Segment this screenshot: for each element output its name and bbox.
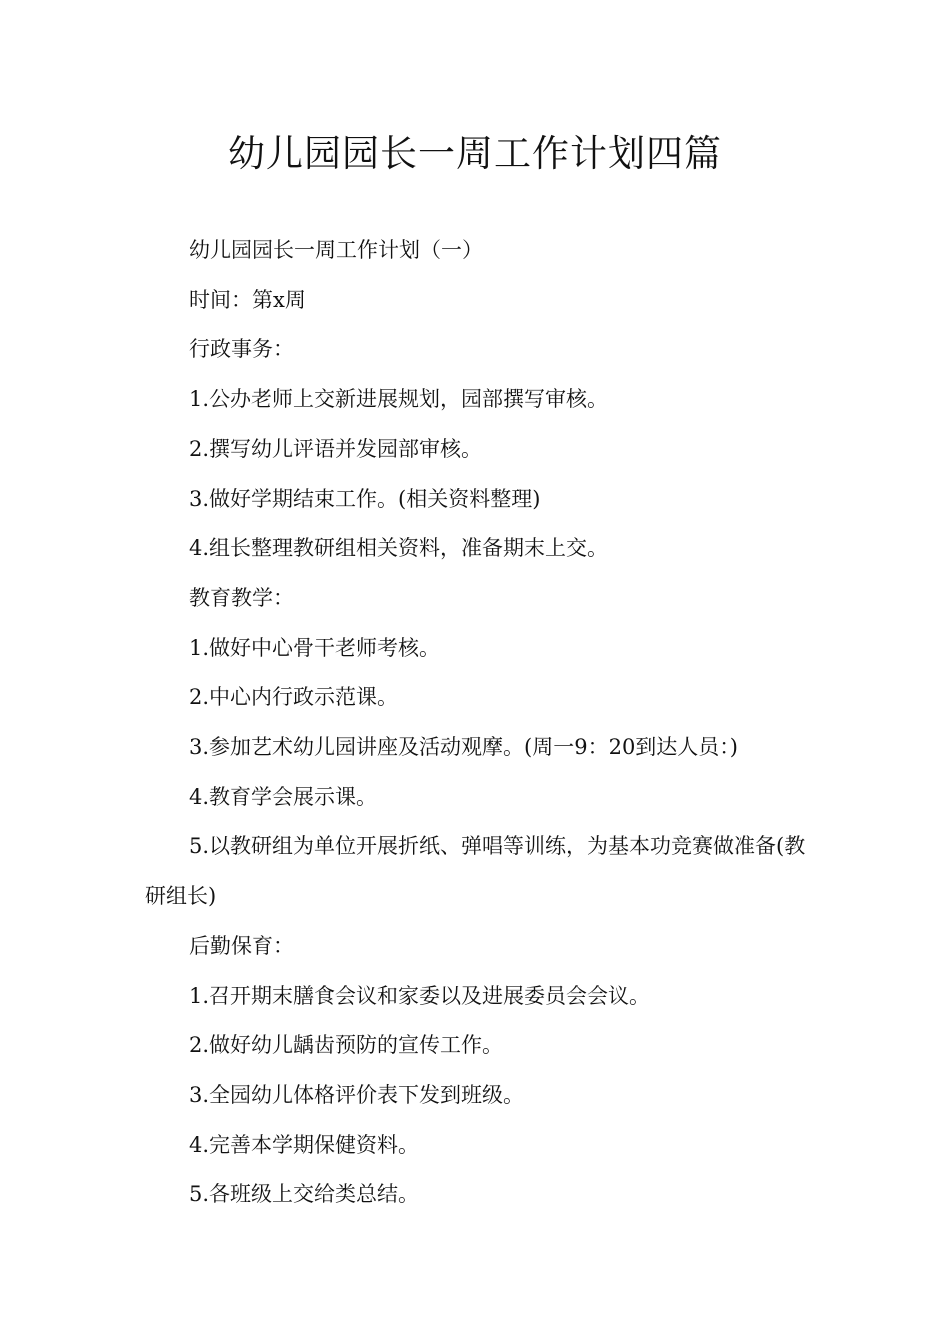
list-item: 5.以教研组为单位开展折纸、弹唱等训练，为基本功竞赛做准备(教研组长) [145, 834, 806, 909]
list-item: 4.组长整理教研组相关资料，准备期末上交。 [189, 536, 609, 561]
section-heading: 幼儿园园长一周工作计划（一） [189, 238, 483, 262]
list-item: 2.做好幼儿龋齿预防的宣传工作。 [189, 1033, 504, 1058]
list-item: 2.中心内行政示范课。 [189, 685, 399, 710]
category-heading-logistics: 后勤保育： [189, 933, 294, 958]
time-line: 时间：第x周 [189, 287, 306, 312]
document-title: 幼儿园园长一周工作计划四篇 [228, 132, 722, 175]
list-item: 3.做好学期结束工作。(相关资料整理) [189, 486, 541, 511]
document-body [145, 226, 810, 1220]
list-item: 3.全园幼儿体格评价表下发到班级。 [189, 1082, 525, 1107]
category-heading-teaching: 教育教学： [189, 585, 294, 610]
list-item: 4.完善本学期保健资料。 [189, 1132, 420, 1157]
list-item: 4.教育学会展示课。 [189, 784, 378, 809]
list-item: 3.参加艺术幼儿园讲座及活动观摩。(周一9：20到达人员：) [189, 735, 739, 760]
list-item: 1.做好中心骨干老师考核。 [189, 635, 441, 660]
list-item: 2.撰写幼儿评语并发园部审核。 [189, 436, 483, 461]
list-item: 5.各班级上交给类总结。 [189, 1182, 420, 1207]
list-item: 1.召开期末膳食会议和家委以及进展委员会会议。 [189, 983, 651, 1008]
category-heading-admin: 行政事务： [189, 337, 294, 362]
list-item: 1.公办老师上交新进展规划，园部撰写审核。 [189, 387, 609, 412]
